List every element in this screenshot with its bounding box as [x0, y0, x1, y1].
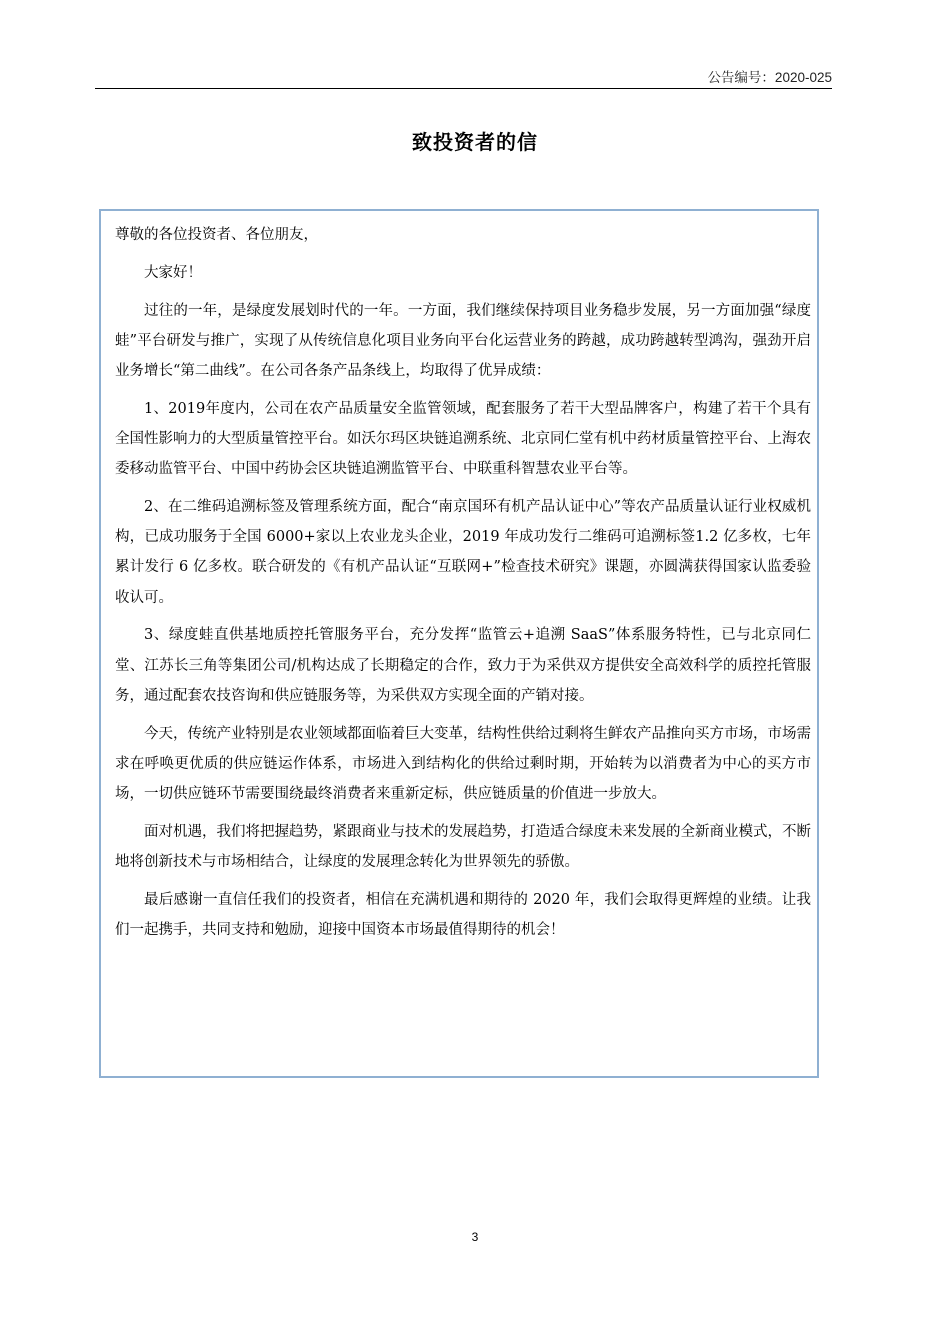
- letter-greeting: 大家好！: [144, 264, 202, 281]
- page-title: 致投资者的信: [412, 130, 538, 154]
- letter-paragraph-item-3: 3、绿度蛙直供基地质控托管服务平台，充分发挥“监管云+追溯 SaaS”体系服务特性，已与北京同仁堂、江苏长三角等集团公司/机构达成了长期稳定的合作，致力于为采供双方提供安全高效科学的质控托管服务，通过配套农技咨询和供应链服务等，为采供双方实现全面的产销对接。: [115, 627, 811, 704]
- letter-paragraph-industry: 今天，传统产业特别是农业领域都面临着巨大变革，结构性供给过剩将生鲜农产品推向买方市场，市场需求在呼唤更优质的供应链运作体系，市场进入到结构化的供给过剩时期，开始转为以消费者为中心的买方市场，一切供应链环节需要围绕最终消费者来重新定标，供应链质量的价值进一步放大。: [115, 725, 811, 803]
- letter-paragraph-closing: 最后感谢一直信任我们的投资者，相信在充满机遇和期待的 2020 年，我们会取得更辉煌的业绩。让我们一起携手，共同支持和勉励，迎接中国资本市场最值得期待的机会！: [115, 891, 811, 939]
- announcement-code: 公告编号：2020-025: [707, 70, 832, 85]
- letter-paragraph-item-2: 2、在二维码追溯标签及管理系统方面，配合“南京国环有机产品认证中心”等农产品质量认证行业权威机构，已成功服务于全国 6000+家以上农业龙头企业，2019 年成功发行二维码可追溯标签1.2 亿多枚，七年累计发行 6 亿多枚。联合研发的《有机产品认证“互联网+”检查技术研究》课题，亦圆满获得国家认监委验收认可。: [115, 499, 811, 606]
- page-number: 3: [471, 1230, 479, 1244]
- letter-paragraph-item-1: 1、2019年度内，公司在农产品质量安全监管领域，配套服务了若干大型品牌客户，构建了若干个具有全国性影响力的大型质量管控平台。如沃尔玛区块链追溯系统、北京同仁堂有机中药材质量管控平台、上海农委移动监管平台、中国中药协会区块链追溯监管平台、中联重科智慧农业平台等。: [115, 400, 811, 478]
- letter-paragraph-intro: 过往的一年，是绿度发展划时代的一年。一方面，我们继续保持项目业务稳步发展，另一方面加强“绿度蛙”平台研发与推广，实现了从传统信息化项目业务向平台化运营业务的跨越，成功跨越转型鸿沟，强劲开启业务增长“第二曲线”。在公司各条产品条线上，均取得了优异成绩：: [115, 302, 811, 379]
- letter-paragraph-opportunity: 面对机遇，我们将把握趋势，紧跟商业与技术的发展趋势，打造适合绿度未来发展的全新商业模式，不断地将创新技术与市场相结合，让绿度的发展理念转化为世界领先的骄傲。: [115, 823, 811, 871]
- header-divider: [95, 88, 832, 89]
- letter-salutation: 尊敬的各位投资者、各位朋友，: [115, 227, 318, 243]
- letter-body: [115, 220, 811, 953]
